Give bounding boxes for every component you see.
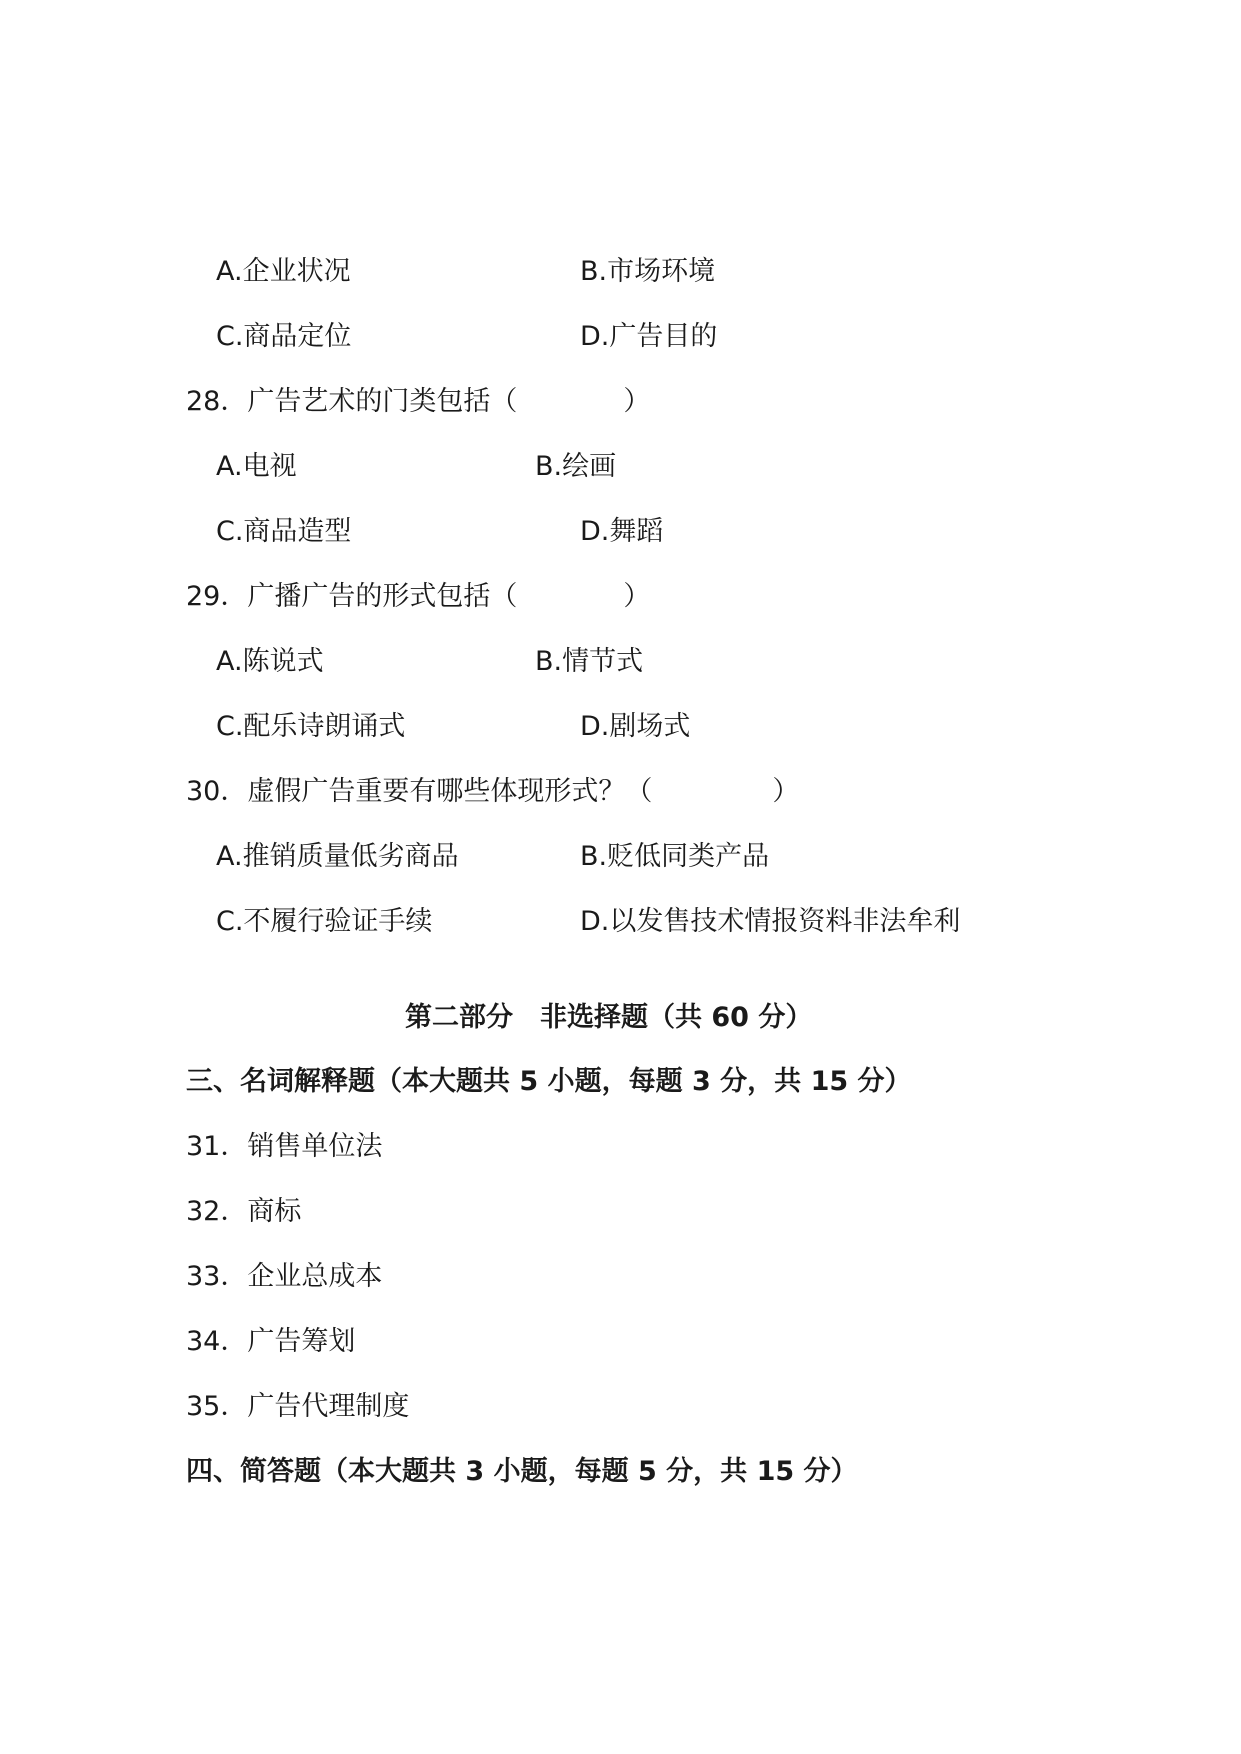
section3-item: 33．企业总成本 bbox=[186, 1261, 383, 1292]
q29-option-b: B.情节式 bbox=[535, 646, 644, 677]
q30-close-paren: ） bbox=[772, 776, 800, 807]
q29-stem bbox=[186, 577, 650, 617]
q28-stem bbox=[186, 382, 650, 422]
section3-heading: 三、名词解释题（本大题共 5 小题，每题 3 分，共 15 分） bbox=[186, 1066, 912, 1097]
q28-option-b: B.绘画 bbox=[535, 451, 617, 482]
q30-option-c: C.不履行验证手续 bbox=[216, 906, 433, 937]
q29-option-a: A.陈说式 bbox=[216, 646, 324, 677]
q27-option-b: B.市场环境 bbox=[580, 256, 716, 287]
q30-option-d: D.以发售技术情报资料非法牟利 bbox=[580, 906, 961, 937]
q28-option-d: D.舞蹈 bbox=[580, 516, 664, 547]
q27-option-a: A.企业状况 bbox=[216, 256, 351, 287]
q30-stem bbox=[186, 772, 799, 812]
section3-item: 32．商标 bbox=[186, 1196, 302, 1227]
q29-close-paren: ） bbox=[623, 581, 651, 612]
section4-heading: 四、简答题（本大题共 3 小题，每题 5 分，共 15 分） bbox=[186, 1456, 858, 1487]
q28-option-a: A.电视 bbox=[216, 451, 297, 482]
q28-option-c: C.商品造型 bbox=[216, 516, 352, 547]
section3-item: 34．广告筹划 bbox=[186, 1326, 356, 1357]
q28-stem-text: 28．广告艺术的门类包括（ bbox=[186, 386, 518, 417]
section3-item: 31．销售单位法 bbox=[186, 1131, 383, 1162]
section3-item: 35．广告代理制度 bbox=[186, 1391, 410, 1422]
part2-title: 第二部分 非选择题（共 60 分） bbox=[405, 1002, 813, 1033]
q28-close-paren: ） bbox=[623, 386, 651, 417]
q29-stem-text: 29．广播广告的形式包括（ bbox=[186, 581, 518, 612]
q29-option-c: C.配乐诗朗诵式 bbox=[216, 711, 406, 742]
q27-option-c: C.商品定位 bbox=[216, 321, 352, 352]
q30-option-b: B.贬低同类产品 bbox=[580, 841, 770, 872]
q30-stem-text: 30．虚假广告重要有哪些体现形式？（ bbox=[186, 776, 653, 807]
q29-option-d: D.剧场式 bbox=[580, 711, 691, 742]
q27-option-d: D.广告目的 bbox=[580, 321, 718, 352]
q30-option-a: A.推销质量低劣商品 bbox=[216, 841, 459, 872]
